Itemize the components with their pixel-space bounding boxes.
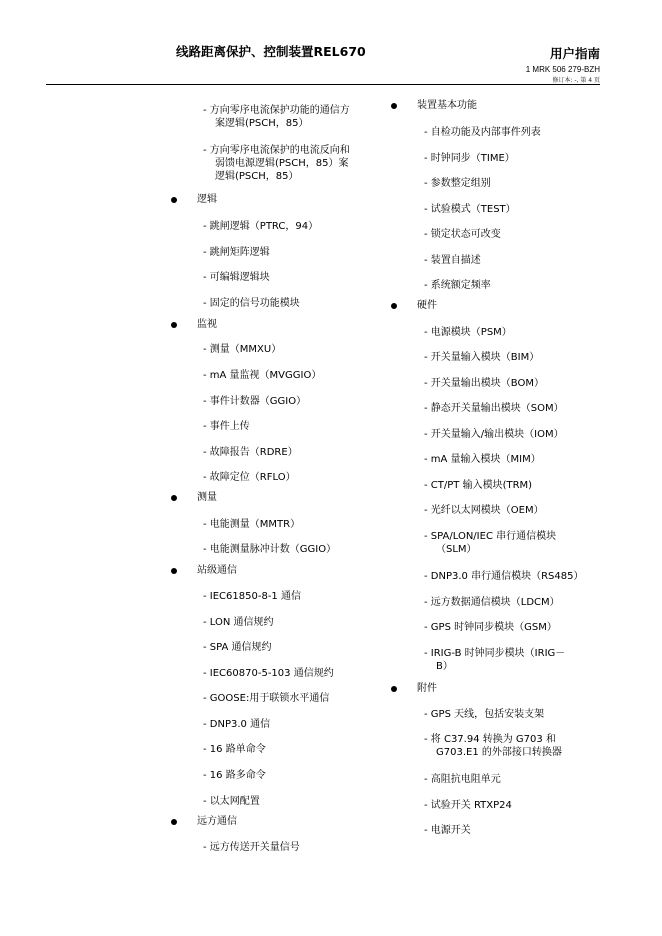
- list-item: - 方向零序电流保护功能的通信方 案逻辑(PSCH，85）: [203, 105, 350, 129]
- bullet-icon: [391, 686, 397, 692]
- list-item: - IRIG-B 时钟同步模块（IRIG－ B）: [424, 648, 566, 672]
- bullet-icon: [171, 322, 177, 328]
- list-item: - 高阻抗电阻单元: [424, 774, 501, 785]
- list-item: - 测量（MMXU）: [203, 344, 282, 355]
- list-item: - DNP3.0 串行通信模块（RS485）: [424, 571, 584, 582]
- list-item: - 方向零序电流保护的电流反向和 弱馈电源逻辑(PSCH，85）案 逻辑(PSCH，85）: [203, 145, 350, 182]
- user-guide-label: 用户指南: [549, 46, 600, 61]
- bullet-icon: [171, 819, 177, 825]
- bullet-icon: [391, 303, 397, 309]
- list-item: - 电能测量（MMTR）: [203, 519, 301, 530]
- list-item: - 试验开关 RTXP24: [424, 800, 512, 811]
- list-item: - 装置自描述: [424, 255, 481, 266]
- list-item: - mA 量输入模块（MIM）: [424, 454, 541, 465]
- section-heading-metering: 测量: [197, 491, 217, 504]
- list-item: - 可编辑逻辑块: [203, 272, 270, 283]
- list-item: - CT/PT 输入模块(TRM): [424, 480, 533, 491]
- list-item: - IEC61850-8-1 通信: [203, 591, 301, 602]
- list-item: - SPA 通信规约: [203, 642, 272, 653]
- header-divider: [46, 84, 600, 85]
- list-item: - 以太网配置: [203, 796, 260, 807]
- section-heading-accessories: 附件: [417, 682, 437, 695]
- header-meta: [526, 44, 600, 84]
- list-item: - 事件上传: [203, 421, 250, 432]
- section-heading-logic: 逻辑: [197, 193, 217, 206]
- list-item: - 电能测量脉冲计数（GGIO）: [203, 544, 337, 555]
- list-item: - 自检功能及内部事件列表: [424, 127, 541, 138]
- list-item: - GPS 时钟同步模块（GSM）: [424, 622, 557, 633]
- list-item: - 开关量输出模块（BOM）: [424, 378, 544, 389]
- list-item: - 远方数据通信模块（LDCM）: [424, 597, 560, 608]
- list-item: - SPA/LON/IEC 串行通信模块 （SLM）: [424, 531, 557, 555]
- revision-page: 修订本: -, 第 4 页: [552, 77, 600, 84]
- list-item: - 试验模式（TEST）: [424, 204, 516, 215]
- list-item: - GOOSE:用于联锁水平通信: [203, 693, 330, 704]
- list-item: - mA 量监视（MVGGIO）: [203, 370, 322, 381]
- list-item: - 静态开关量输出模块（SOM）: [424, 403, 564, 414]
- list-item: - 电源模块（PSM）: [424, 327, 512, 338]
- section-heading-basic-functions: 装置基本功能: [417, 99, 477, 112]
- section-heading-station-comm: 站级通信: [197, 564, 237, 577]
- list-item: - 远方传送开关量信号: [203, 842, 300, 853]
- list-item: - 事件计数器（GGIO）: [203, 396, 307, 407]
- list-item: - 电源开关: [424, 825, 471, 836]
- section-heading-hardware: 硬件: [417, 299, 437, 312]
- list-item: - LON 通信规约: [203, 617, 274, 628]
- list-item: - 跳闸矩阵逻辑: [203, 247, 270, 258]
- list-item: - 将 C37.94 转换为 G703 和 G703.E1 的外部接口转换器: [424, 734, 562, 758]
- list-item: - 时钟同步（TIME）: [424, 153, 515, 164]
- list-item: - 故障定位（RFLO）: [203, 472, 296, 483]
- list-item: - 跳闸逻辑（PTRC，94）: [203, 221, 319, 232]
- list-item: - 故障报告（RDRE）: [203, 447, 298, 458]
- document-title: 线路距离保护、控制装置REL670: [176, 44, 366, 59]
- list-item: - IEC60870-5-103 通信规约: [203, 668, 334, 679]
- document-id: 1 MRK 506 279-BZH: [525, 65, 600, 74]
- list-item: - 16 路多命令: [203, 770, 266, 781]
- list-item: - 光纤以太网模块（OEM）: [424, 505, 544, 516]
- bullet-icon: [171, 495, 177, 501]
- bullet-icon: [171, 197, 177, 203]
- list-item: - DNP3.0 通信: [203, 719, 271, 730]
- list-item: - 系统额定频率: [424, 280, 491, 291]
- list-item: - 锁定状态可改变: [424, 229, 501, 240]
- bullet-icon: [391, 103, 397, 109]
- list-item: - GPS 天线，包括安装支架: [424, 709, 545, 720]
- list-item: - 开关量输入/输出模块（IOM）: [424, 429, 564, 440]
- list-item: - 参数整定组别: [424, 178, 491, 189]
- section-heading-remote-comm: 远方通信: [197, 815, 237, 828]
- section-heading-monitor: 监视: [197, 318, 217, 331]
- bullet-icon: [171, 568, 177, 574]
- list-item: - 固定的信号功能模块: [203, 298, 300, 309]
- list-item: - 开关量输入模块（BIM）: [424, 352, 540, 363]
- list-item: - 16 路单命令: [203, 744, 266, 755]
